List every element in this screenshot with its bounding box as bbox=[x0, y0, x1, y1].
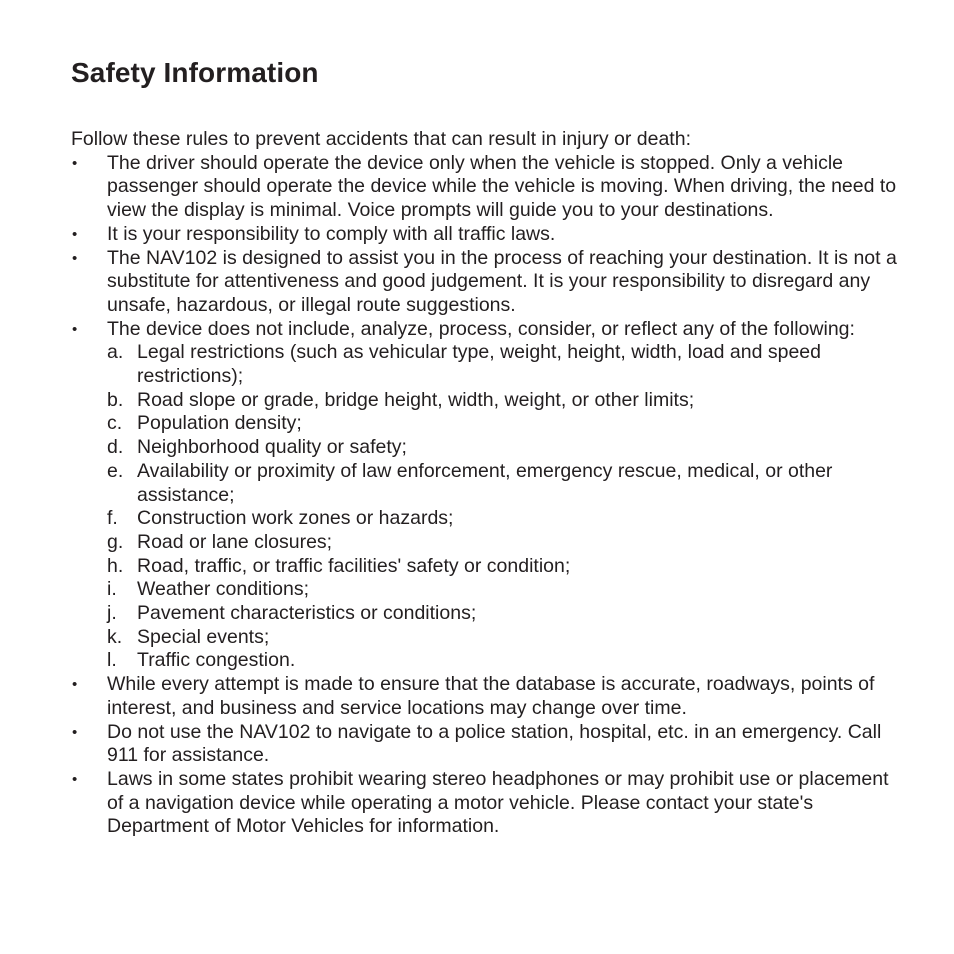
sub-item-text: Neighborhood quality or safety; bbox=[137, 436, 407, 459]
sub-item-text: Construction work zones or hazards; bbox=[137, 507, 454, 530]
document-page bbox=[71, 55, 901, 839]
sub-item-text: Traffic congestion. bbox=[137, 649, 296, 672]
bullet-icon: • bbox=[72, 249, 78, 267]
sub-item-text: Road, traffic, or traffic facilities' safety or condition; bbox=[137, 554, 571, 577]
sub-item-letter: b. bbox=[107, 388, 124, 411]
page-title: Safety Information bbox=[71, 57, 319, 88]
sub-list-item bbox=[107, 436, 901, 460]
sub-item-text: Pavement characteristics or conditions; bbox=[137, 602, 477, 625]
sub-item-letter: c. bbox=[107, 412, 123, 435]
sub-list-item bbox=[107, 531, 901, 555]
bullet-icon: • bbox=[72, 770, 78, 788]
sub-item-letter: k. bbox=[107, 625, 123, 648]
sub-list-item bbox=[107, 578, 901, 602]
sub-item-letter: f. bbox=[107, 507, 118, 530]
sub-item-letter: l. bbox=[107, 649, 117, 672]
sub-item-text: Availability or proximity of law enforcement, emergency rescue, medical, or other assistance; bbox=[137, 459, 833, 506]
list-item-text: The driver should operate the device only when the vehicle is stopped. Only a vehicle passenger should operate the device while the vehicle is moving. When driving, the need to view the display is minimal. Voice prompts will guide you to your destinations. bbox=[107, 151, 897, 222]
list-item-text: While every attempt is made to ensure that the database is accurate, roadways, points of interest, and business and service locations may change over time. bbox=[107, 673, 875, 719]
list-item-text: Do not use the NAV102 to navigate to a police station, hospital, etc. in an emergency. Call 911 for assistance. bbox=[107, 720, 882, 767]
sub-list-item bbox=[107, 555, 901, 579]
list-item bbox=[71, 152, 901, 223]
sub-list-item bbox=[107, 626, 901, 650]
sub-list-item bbox=[107, 649, 901, 673]
list-item-text: The device does not include, analyze, process, consider, or reflect any of the following: bbox=[107, 317, 855, 340]
list-item-text: Laws in some states prohibit wearing stereo headphones or may prohibit use or placement of a navigation device while operating a motor vehicle. Please contact your state's Department of Motor Vehicles for information. bbox=[107, 767, 889, 838]
sub-item-letter: i. bbox=[107, 578, 117, 601]
sub-item-text: Weather conditions; bbox=[137, 578, 309, 601]
list-item bbox=[71, 223, 901, 247]
sub-item-letter: j. bbox=[107, 602, 117, 625]
list-item bbox=[71, 721, 901, 768]
sub-item-letter: g. bbox=[107, 530, 124, 553]
sub-list-item bbox=[107, 602, 901, 626]
sub-item-text: Special events; bbox=[137, 625, 270, 648]
bullet-icon: • bbox=[72, 225, 78, 243]
sub-item-letter: d. bbox=[107, 436, 124, 459]
exclusions-sublist bbox=[107, 341, 901, 673]
list-item-text: The NAV102 is designed to assist you in the process of reaching your destination. It is not a substitute for attentiveness and good judgement. It is your responsibility to disregard any unsafe, hazardous, or illegal route suggestions. bbox=[107, 246, 897, 316]
list-item bbox=[71, 673, 901, 720]
sub-list-item bbox=[107, 460, 901, 507]
bullet-icon: • bbox=[72, 320, 78, 338]
safety-rules-list bbox=[71, 152, 901, 839]
sub-item-text: Population density; bbox=[137, 412, 302, 435]
intro-text: Follow these rules to prevent accidents that can result in injury or death: bbox=[71, 128, 691, 150]
sub-list-item bbox=[107, 389, 901, 413]
bullet-icon: • bbox=[72, 154, 78, 172]
sub-item-text: Road slope or grade, bridge height, width, weight, or other limits; bbox=[137, 388, 695, 411]
list-item-text: It is your responsibility to comply with all traffic laws. bbox=[107, 222, 556, 245]
list-item bbox=[71, 768, 901, 839]
sub-item-letter: h. bbox=[107, 554, 124, 577]
list-item bbox=[71, 318, 901, 674]
bullet-icon: • bbox=[72, 676, 78, 694]
sub-list-item bbox=[107, 341, 901, 388]
sub-item-letter: e. bbox=[107, 459, 124, 482]
sub-item-letter: a. bbox=[107, 341, 124, 364]
sub-item-text: Legal restrictions (such as vehicular type, weight, height, width, load and speed restrictions); bbox=[137, 341, 821, 388]
sub-list-item bbox=[107, 507, 901, 531]
sub-item-text: Road or lane closures; bbox=[137, 530, 333, 553]
list-item bbox=[71, 247, 901, 318]
sub-list-item bbox=[107, 412, 901, 436]
bullet-icon: • bbox=[72, 723, 78, 741]
